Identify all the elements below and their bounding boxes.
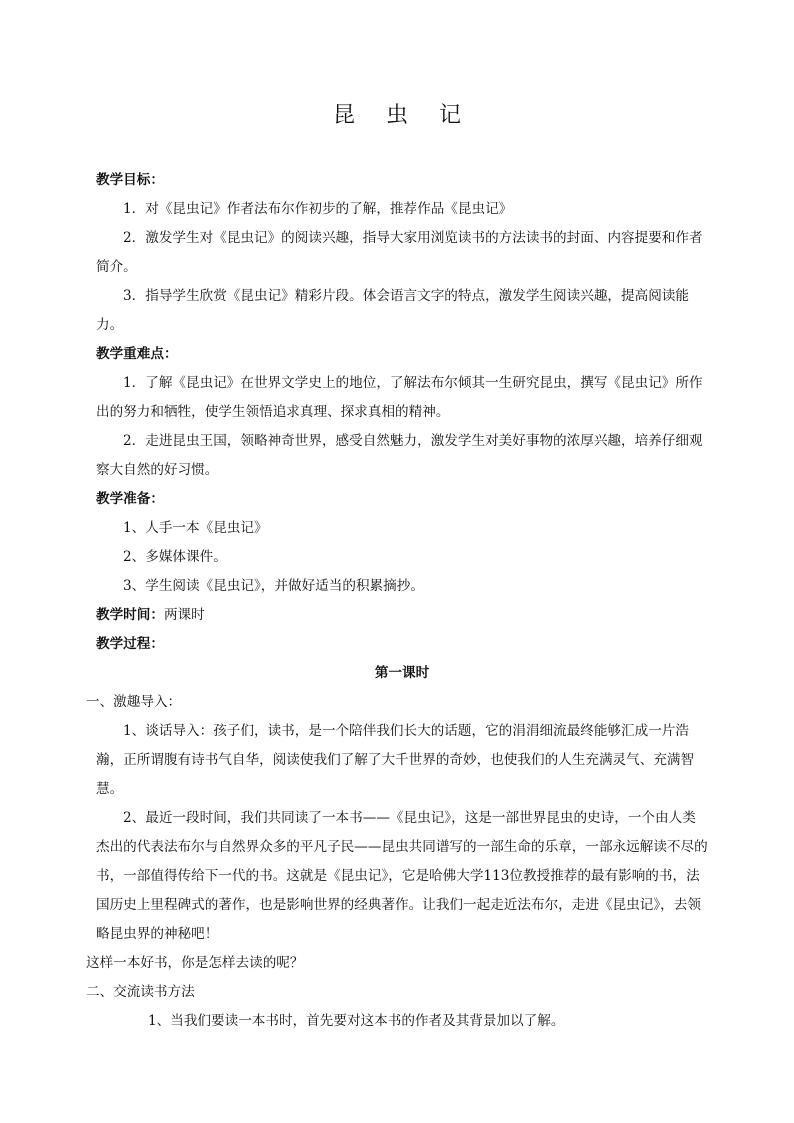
key-points-heading: 教学重难点： [96, 346, 178, 362]
section-title: 二、交流读书方法 [86, 984, 195, 1000]
preparation-item: 2、多媒体课件。 [123, 549, 227, 565]
lesson-title: 第一课时 [374, 665, 430, 681]
section-item: 2、最近一段时间，我们共同读了一本书——《昆虫记》，这是一部世界昆虫的史诗，一个由人类杰出的代表法布尔与自然界众多的平凡子民——昆虫共同谱写的一部生命的乐章，一部永远解读不尽的书，一部值得传给下一代的书。这就是《昆虫记》，它是哈佛大学113位教授推荐的最有影响的书，法国历史上里程碑式的著作，也是影响世界的经典著作。让我们一起走近法布尔，走进《昆虫记》，去领略昆虫界的神秘吧！ [96, 810, 708, 942]
document-title: 昆 虫 记 [333, 103, 473, 128]
objective-item: 1．对《昆虫记》作者法布尔作初步的了解，推荐作品《昆虫记》 [123, 201, 513, 217]
objective-item: 3．指导学生欣赏《昆虫记》精彩片段。体会语言文字的特点，激发学生阅读兴趣，提高阅读能力。 [96, 288, 689, 333]
section-item: 1、谈话导入：孩子们，读书，是一个陪伴我们长大的话题，它的涓涓细流最终能够汇成一片浩瀚，正所谓腹有诗书气自华，阅读使我们了解了大千世界的奇妙，也使我们的人生充满灵气、充满智慧。 [96, 723, 695, 797]
question-line: 这样一本好书，你是怎样去读的呢？ [86, 955, 304, 971]
preparation-item: 1、人手一本《昆虫记》 [123, 520, 268, 536]
teaching-time [96, 601, 708, 630]
time-value: 两课时 [163, 607, 205, 623]
process-heading: 教学过程： [96, 636, 164, 652]
document-body [86, 166, 708, 1036]
section-title: 一、激趣导入： [86, 694, 182, 710]
objectives-heading: 教学目标： [96, 172, 164, 188]
preparation-item: 3、学生阅读《昆虫记》，并做好适当的积累摘抄。 [123, 578, 424, 594]
objective-item: 2．激发学生对《昆虫记》的阅读兴趣，指导大家用浏览读书的方法读书的封面、内容提要和作者简介。 [96, 230, 703, 275]
key-point-item: 2．走进昆虫王国，领略神奇世界，感受自然魅力，激发学生对美好事物的浓厚兴趣，培养仔细观察大自然的好习惯。 [96, 433, 703, 478]
key-point-item: 1．了解《昆虫记》在世界文学史上的地位，了解法布尔倾其一生研究昆虫，撰写《昆虫记》所作出的努力和牺牲，使学生领悟追求真理、探求真相的精神。 [96, 375, 703, 420]
time-heading: 教学时间： [96, 607, 164, 623]
preparation-heading: 教学准备： [96, 491, 164, 507]
section-item: 1、当我们要读一本书时，首先要对这本书的作者及其背景加以了解。 [148, 1013, 565, 1029]
